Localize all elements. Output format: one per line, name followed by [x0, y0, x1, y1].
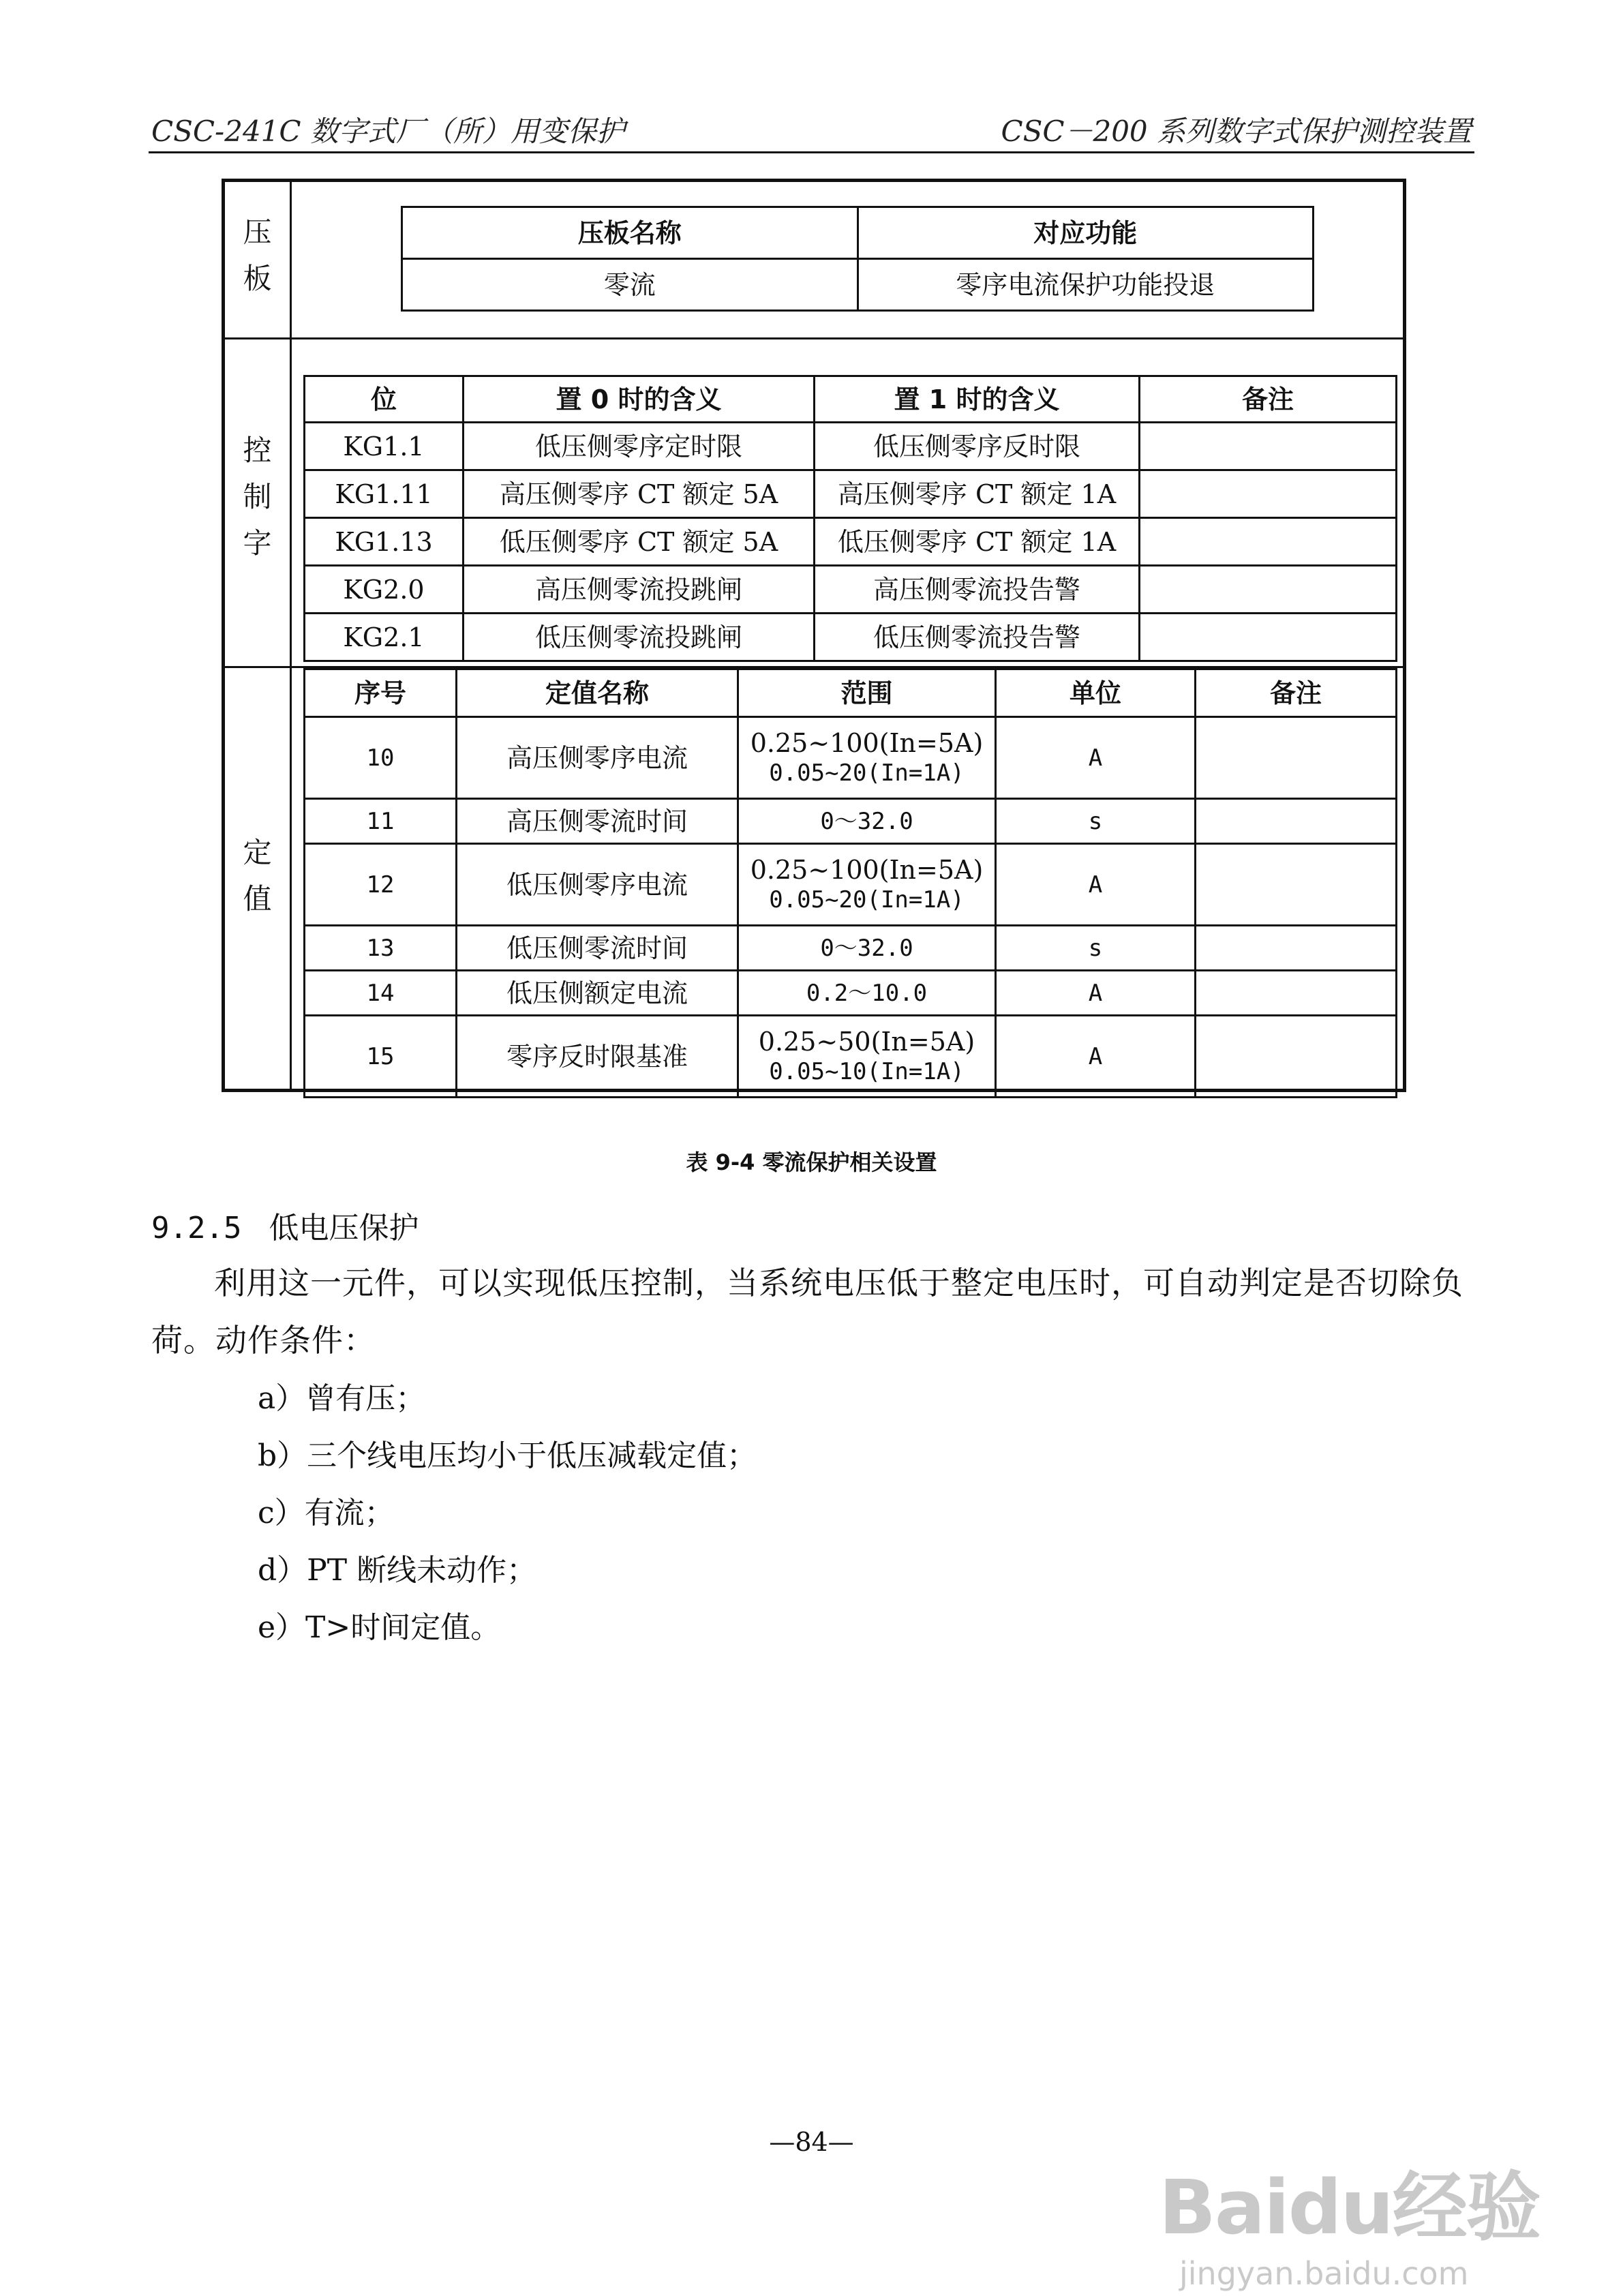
range-line: 0.25~50(In=5A): [758, 1026, 975, 1057]
control-cell: KG1.11: [305, 470, 464, 518]
setting-header-name: 定值名称: [457, 669, 738, 717]
control-header-bit: 位: [305, 376, 464, 423]
setting-cell: A: [996, 717, 1196, 799]
setting-cell: 10: [305, 717, 457, 799]
setting-range-cell: 0～32.0: [738, 799, 996, 844]
section-divider-1: [225, 337, 1403, 339]
control-cell: 高压侧零流投告警: [815, 566, 1140, 614]
setting-cell: 低压侧零流时间: [457, 926, 738, 971]
control-cell: 低压侧零序 CT 额定 5A: [464, 518, 815, 566]
range-line: 0.25~100(In=5A): [750, 727, 984, 758]
range-line: 0.05~20(In=1A): [769, 886, 965, 913]
setting-header-range: 范围: [738, 669, 996, 717]
setting-cell: 低压侧零序电流: [457, 844, 738, 926]
control-cell: KG1.13: [305, 518, 464, 566]
range-line: 0.25~100(In=5A): [750, 854, 984, 885]
setting-section-label: 定 值: [243, 836, 272, 916]
setting-value-table: [303, 668, 1397, 1098]
setting-cell: [1196, 926, 1397, 971]
table-row: [305, 799, 1397, 844]
page-number: —84—: [769, 2127, 854, 2157]
setting-cell: [1196, 799, 1397, 844]
side-divider: [290, 182, 292, 1089]
control-cell: [1140, 518, 1397, 566]
setting-cell: s: [996, 799, 1196, 844]
section-title: 低电压保护: [269, 1211, 419, 1245]
setting-cell: A: [996, 1016, 1196, 1098]
setting-cell: [1196, 971, 1397, 1016]
setting-range-cell: [738, 717, 996, 799]
setting-header-unit: 单位: [996, 669, 1196, 717]
setting-range-cell: 0～32.0: [738, 926, 996, 971]
setting-cell: 高压侧零序电流: [457, 717, 738, 799]
control-cell: KG1.1: [305, 423, 464, 470]
setting-cell: 11: [305, 799, 457, 844]
control-cell: 高压侧零序 CT 额定 1A: [815, 470, 1140, 518]
section-heading: [151, 1203, 419, 1247]
setting-header-index: 序号: [305, 669, 457, 717]
control-cell: KG2.1: [305, 614, 464, 661]
plate-section-label: 压 板: [243, 215, 272, 295]
control-cell: [1140, 423, 1397, 470]
setting-range-cell: [738, 844, 996, 926]
control-cell: 低压侧零序定时限: [464, 423, 815, 470]
control-cell: 高压侧零流投跳闸: [464, 566, 815, 614]
setting-cell: [1196, 844, 1397, 926]
setting-cell: 13: [305, 926, 457, 971]
header-left-title: CSC-241C 数字式厂（所）用变保护: [151, 115, 625, 148]
control-cell: KG2.0: [305, 566, 464, 614]
setting-cell: 12: [305, 844, 457, 926]
setting-range-cell: 0.2～10.0: [738, 971, 996, 1016]
control-cell: 低压侧零流投跳闸: [464, 614, 815, 661]
control-header-one: 置 1 时的含义: [815, 376, 1140, 423]
setting-cell: 零序反时限基准: [457, 1016, 738, 1098]
setting-range-cell: [738, 1016, 996, 1098]
control-cell: 低压侧零流投告警: [815, 614, 1140, 661]
range-line: 0.05~10(In=1A): [769, 1057, 965, 1085]
settings-frame: [222, 179, 1406, 1092]
table-row: [305, 470, 1397, 518]
watermark-logo: Baidu经验: [1159, 2164, 1540, 2251]
body-paragraph: 利用这一元件，可以实现低压控制，当系统电压低于整定电压时，可自动判定是否切除负荷。动作条件：: [151, 1265, 1463, 1359]
table-row: [305, 926, 1397, 971]
control-cell: 低压侧零序 CT 额定 1A: [815, 518, 1140, 566]
control-header-note: 备注: [1140, 376, 1397, 423]
table-row: [305, 844, 1397, 926]
setting-cell: [1196, 1016, 1397, 1098]
control-cell: [1140, 566, 1397, 614]
table-row: [305, 518, 1397, 566]
control-cell: [1140, 614, 1397, 661]
table-row: [305, 1016, 1397, 1098]
setting-cell: A: [996, 971, 1196, 1016]
list-item: c）有流；: [258, 1496, 395, 1530]
control-header-zero: 置 0 时的含义: [464, 376, 815, 423]
setting-cell: [1196, 717, 1397, 799]
table-caption: 表 9-4 零流保护相关设置: [686, 1149, 937, 1175]
plate-header-function: 对应功能: [858, 207, 1314, 259]
list-item: a）曾有压；: [258, 1381, 426, 1416]
control-word-table: [303, 375, 1397, 662]
control-cell: 低压侧零序反时限: [815, 423, 1140, 470]
plate-header-name: 压板名称: [402, 207, 858, 259]
table-row: [305, 566, 1397, 614]
table-row: [305, 971, 1397, 1016]
setting-cell: 14: [305, 971, 457, 1016]
table-row: [305, 423, 1397, 470]
header-right-title: CSC－200 系列数字式保护测控装置: [1001, 115, 1472, 148]
section-number: 9.2.5: [151, 1211, 242, 1245]
range-line: 0.05~20(In=1A): [769, 759, 965, 787]
setting-header-note: 备注: [1196, 669, 1397, 717]
list-item: d）PT 断线未动作；: [258, 1553, 537, 1588]
setting-cell: s: [996, 926, 1196, 971]
control-cell: 高压侧零序 CT 额定 5A: [464, 470, 815, 518]
control-section-label: 控 制 字: [243, 434, 272, 560]
table-row: [305, 614, 1397, 661]
plate-cell: 零流: [402, 259, 858, 311]
plate-table: [401, 206, 1314, 312]
baidu-watermark: [1159, 2147, 1541, 2292]
setting-cell: 低压侧额定电流: [457, 971, 738, 1016]
setting-cell: 高压侧零流时间: [457, 799, 738, 844]
list-item: b）三个线电压均小于低压减载定值；: [258, 1438, 757, 1473]
setting-cell: 15: [305, 1016, 457, 1098]
watermark-url: jingyan.baidu.com: [1179, 2255, 1469, 2292]
header-rule: [149, 151, 1474, 153]
table-row: [305, 717, 1397, 799]
control-cell: [1140, 470, 1397, 518]
plate-cell: 零序电流保护功能投退: [858, 259, 1314, 311]
setting-cell: A: [996, 844, 1196, 926]
list-item: e）T>时间定值。: [258, 1610, 501, 1645]
